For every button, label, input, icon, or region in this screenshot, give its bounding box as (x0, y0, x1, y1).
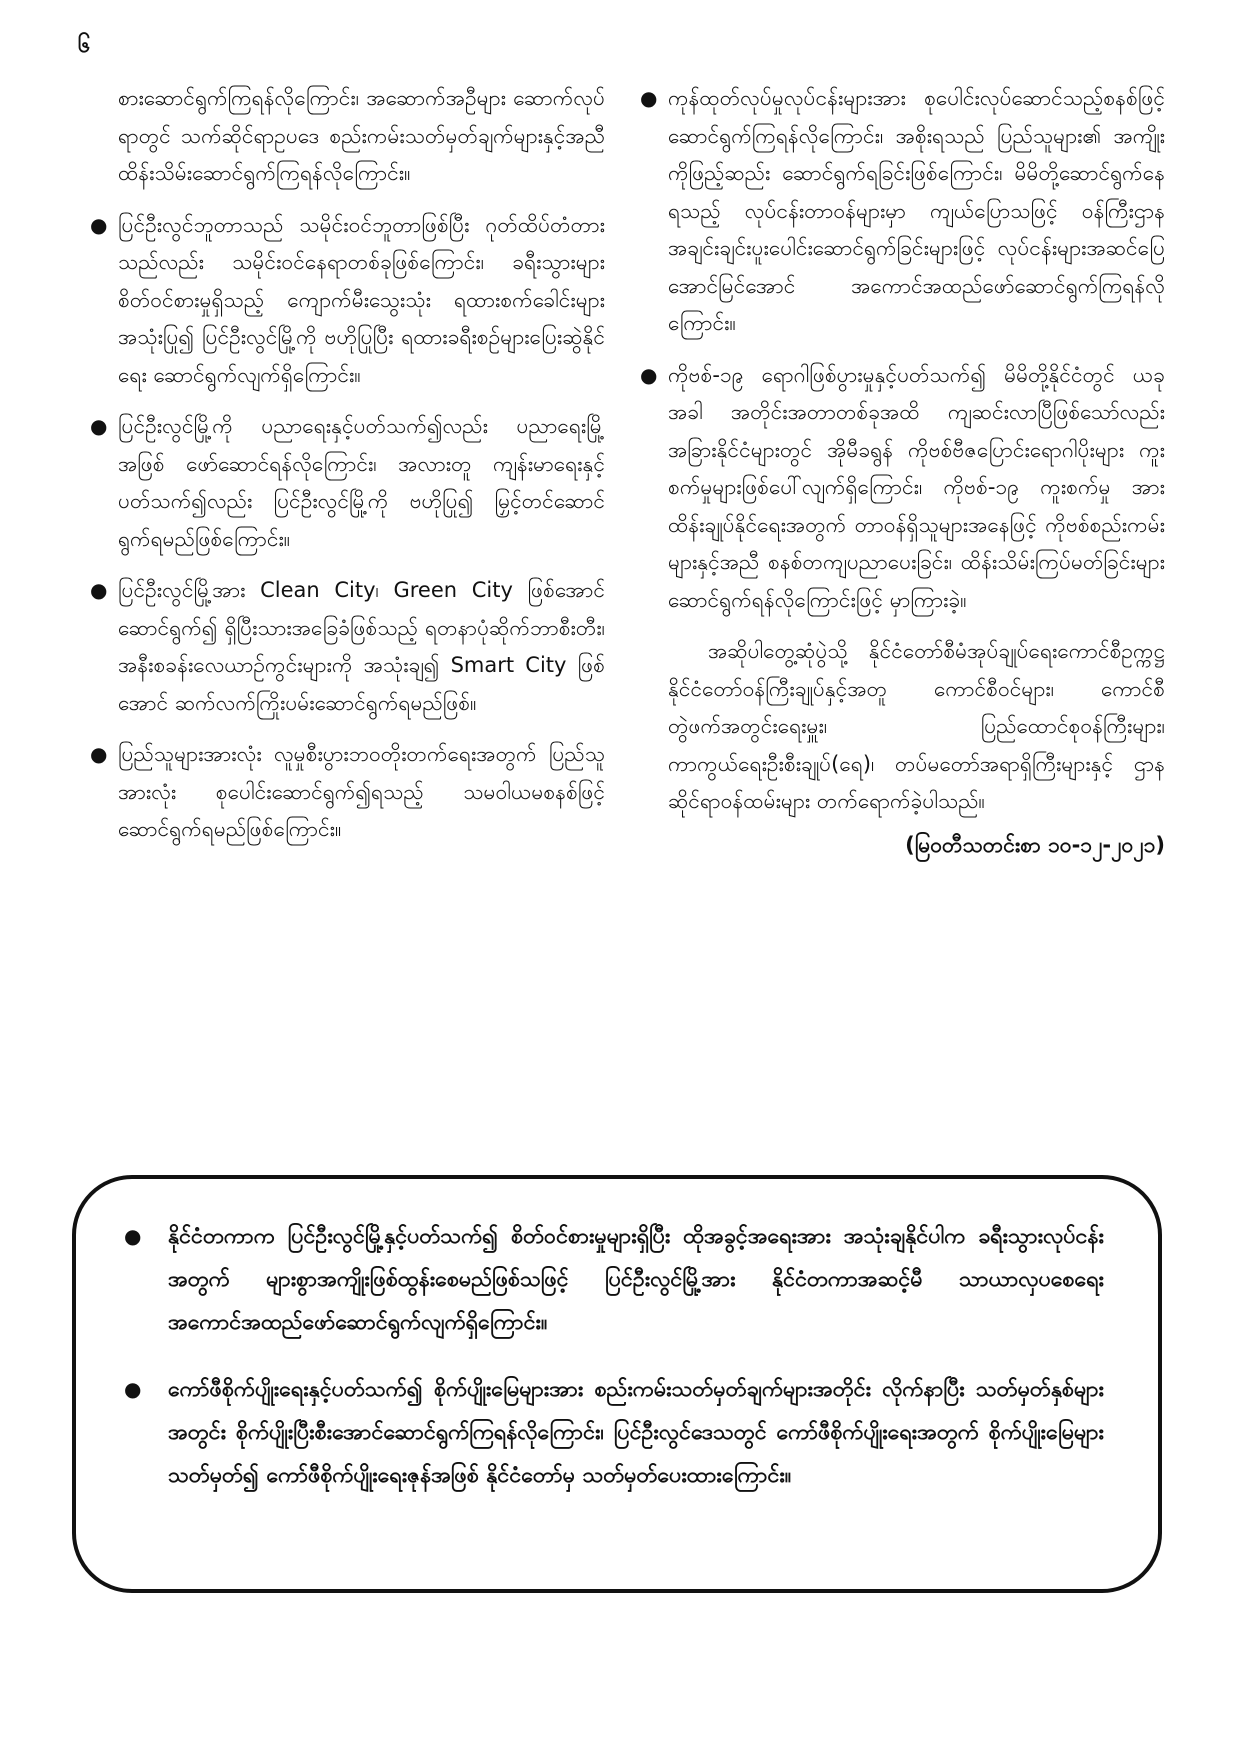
list-item (90, 408, 605, 558)
continuation-paragraph: စားဆောင်ရွက်ကြရန်လိုကြောင်း၊ အဆောက်အဦများ ဆောက်လုပ်ရာတွင် သက်ဆိုင်ရာဥပဒေ စည်းကမ်းသတ်မှတ်ချက်များနှင့်အညီ ထိန်းသိမ်းဆောင်ရွက်ကြရန်လိုကြောင်း။ (118, 86, 605, 185)
bullet-icon: ● (640, 362, 658, 387)
list-item-text: ပြင်ဦးလွင်မြို့ကို ပညာရေးနှင့်ပတ်သက်၍လည်း ပညာရေးမြို့အဖြစ် ဖော်ဆောင်ရန်လိုကြောင်း၊ အလားတူ ကျန်းမာရေးနှင့်ပတ်သက်၍လည်း ပြင်ဦးလွင်မြို့ကို ဗဟိုပြု၍ မြှင့်တင်ဆောင်ရွက်ရမည်ဖြစ်ကြောင်း။ (118, 414, 605, 551)
bullet-icon: ● (90, 212, 108, 237)
bullet-icon: ● (90, 742, 108, 766)
bullet-icon: ● (124, 1224, 142, 1248)
list-item-text: ကုန်ထုတ်လုပ်မှုလုပ်ငန်းများအား စုပေါင်းလုပ်ဆောင်သည့်စနစ်ဖြင့် ဆောင်ရွက်ကြရန်လိုကြောင်း၊ အစိုးရသည် ပြည်သူများ၏ အကျိုးကိုဖြည့်ဆည်း ဆောင်ရွက်ရခြင်းဖြစ်ကြောင်း၊ မိမိတို့ဆောင်ရွက်နေရသည့် လုပ်ငန်းတာဝန်များမှာ ကျယ်ပြောသဖြင့် ဝန်ကြီးဌာနအချင်းချင်းပူးပေါင်းဆောင်ရွက်ခြင်းများဖြင့် လုပ်ငန်းများအဆင်ပြေအောင်မြင်အောင် အကောင်အထည်ဖော်ဆောင်ရွက်ကြရန်လိုကြောင်း။ (668, 86, 1165, 335)
right-column (640, 80, 1165, 864)
left-column (90, 80, 605, 863)
list-item (116, 1368, 1104, 1497)
list-item (640, 357, 1165, 620)
list-item-text: နိုင်ငံတကာက ပြင်ဦးလွင်မြို့နှင့်ပတ်သက်၍ စိတ်ဝင်စားမှုများရှိပြီး ထိုအခွင့်အရေးအား အသုံးချနိုင်ပါက ခရီးသွားလုပ်ငန်းအတွက် များစွာအကျိုးဖြစ်ထွန်းစေမည်ဖြစ်သဖြင့် ပြင်ဦးလွင်မြို့အား နိုင်ငံတကာအဆင့်မီ သာယာလှပစေရေး အကောင်အထည်ဖော်ဆောင်ရွက်လျက်ရှိကြောင်း။ (168, 1224, 1104, 1335)
list-item-text: ကိုဗစ်-၁၉ ရောဂါဖြစ်ပွားမှုနှင့်ပတ်သက်၍ မိမိတို့နိုင်ငံတွင် ယခုအခါ အတိုင်းအတာတစ်ခုအထိ ကျဆင်းလာပြီဖြစ်သော်လည်း အခြားနိုင်ငံများတွင် အိုမီခရွန် ကိုဗစ်ဗီဇပြောင်းရောဂါပိုးများ ကူးစက်မှုများဖြစ်ပေါ်လျက်ရှိကြောင်း၊ ကိုဗစ်-၁၉ ကူးစက်မှု အား ထိန်းချုပ်နိုင်ရေးအတွက် တာဝန်ရှိသူများအနေဖြင့် ကိုဗစ်စည်းကမ်းများနှင့်အညီ စနစ်တကျပညာပေးခြင်း၊ ထိန်းသိမ်းကြပ်မတ်ခြင်းများ ဆောင်ရွက်ရန်လိုကြောင်းဖြင့် မှာကြားခဲ့။ (668, 362, 1165, 612)
list-item (116, 1215, 1104, 1344)
list-item (640, 80, 1165, 343)
bullet-icon: ● (90, 578, 108, 602)
list-item (90, 572, 605, 722)
highlight-box (72, 1175, 1162, 1593)
bullet-icon: ● (90, 414, 108, 438)
source-citation: (မြဝတီသတင်းစာ ၁၀-၁၂-၂၀၂၁) (905, 832, 1165, 857)
page-number: ၆ (78, 33, 91, 58)
list-item-text: ပြင်ဦးလွင်ဘူတာသည် သမိုင်းဝင်ဘူတာဖြစ်ပြီး ဂုတ်ထိပ်တံတားသည်လည်း သမိုင်းဝင်နေရာတစ်ခုဖြစ်ကြောင်း၊ ခရီးသွားများ စိတ်ဝင်စားမှုရှိသည့် ကျောက်မီးသွေးသုံး ရထားစက်ခေါင်းများ အသုံးပြု၍ ပြင်ဦးလွင်မြို့ကို ဗဟိုပြုပြီး ရထားခရီးစဉ်များပြေးဆွဲနိုင်ရေး ဆောင်ရွက်လျက်ရှိကြောင်း။ (118, 212, 605, 387)
bullet-icon: ● (124, 1377, 142, 1401)
closing-paragraph: အဆိုပါတွေ့ဆုံပွဲသို့ နိုင်ငံတော်စီမံအုပ်ချုပ်ရေးကောင်စီဥက္ကဋ္ဌ နိုင်ငံတော်ဝန်ကြီးချုပ်နှင့်အတူ ကောင်စီဝင်များ၊ ကောင်စီတွဲဖက်အတွင်းရေးမှူး၊ ပြည်ထောင်စုဝန်ကြီးများ၊ ကာကွယ်ရေးဦးစီးချုပ်(ရေ)၊ တပ်မတော်အရာရှိကြီးများနှင့် ဌာနဆိုင်ရာဝန်ထမ်းများ တက်ရောက်ခဲ့ပါသည်။ (668, 639, 1165, 813)
list-item-text: ကော်ဖီစိုက်ပျိုးရေးနှင့်ပတ်သက်၍ စိုက်ပျိုးမြေများအား စည်းကမ်းသတ်မှတ်ချက်များအတိုင်း လိုက်နာပြီး သတ်မှတ်နှစ်များအတွင်း စိုက်ပျိုးပြီးစီးအောင်ဆောင်ရွက်ကြရန်လိုကြောင်း၊ ပြင်ဦးလွင်ဒေသတွင် ကော်ဖီစိုက်ပျိုးရေးအတွက် စိုက်ပျိုးမြေများသတ်မှတ်၍ ကော်ဖီစိုက်ပျိုးရေးဇုန်အဖြစ် နိုင်ငံတော်မှ သတ်မှတ်ပေးထားကြောင်း။ (168, 1377, 1104, 1488)
list-item-text: ပြင်ဦးလွင်မြို့အား Clean City၊ Green City ဖြစ်အောင်ဆောင်ရွက်၍ ရှိပြီးသားအခြေခံဖြစ်သည့် ရတနာပုံဆိုက်ဘာစီးတီး၊ အနီးစခန်းလေယာဉ်ကွင်းများကို အသုံးချ၍ Smart City ဖြစ်အောင် ဆက်လက်ကြိုးပမ်းဆောင်ရွက်ရမည်ဖြစ်။ (118, 578, 605, 715)
bullet-icon: ● (640, 86, 658, 110)
list-item (90, 736, 605, 849)
list-item (90, 207, 605, 395)
list-item-text: ပြည်သူများအားလုံး လူမှုစီးပွားဘဝတိုးတက်ရေးအတွက် ပြည်သူအားလုံး စုပေါင်းဆောင်ရွက်၍ရသည့် သမဝါယမစနစ်ဖြင့် ဆောင်ရွက်ရမည်ဖြစ်ကြောင်း။ (118, 742, 605, 841)
